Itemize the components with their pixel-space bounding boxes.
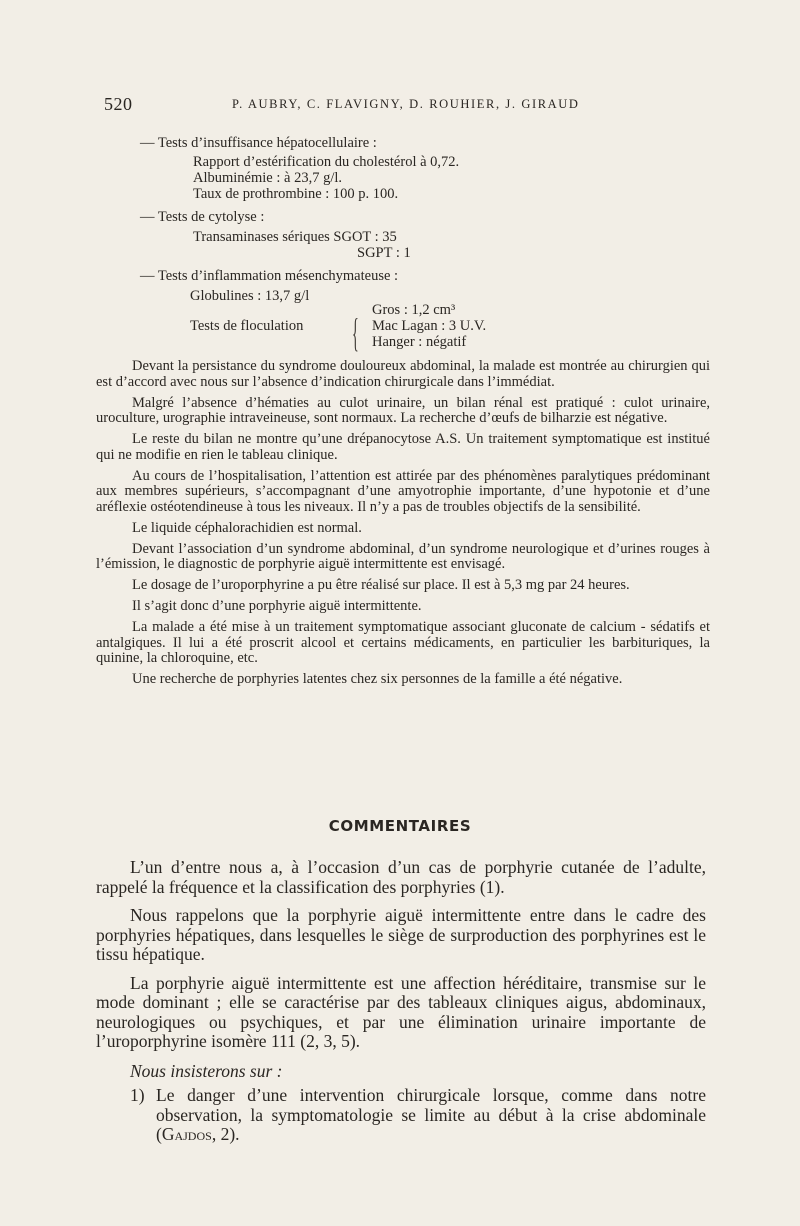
list-item-number: 1) [130, 1085, 145, 1105]
floculation-label: Tests de floculation [190, 318, 304, 334]
paragraph: Une recherche de porphyries latentes chez six personnes de la famille a été négative. [132, 671, 623, 687]
author-name: Gajdos [161, 1124, 212, 1144]
floculation-item: Mac Lagan : 3 U.V. [372, 318, 487, 334]
observation-text [96, 359, 710, 693]
paragraph: Le reste du bilan ne montre qu’une drépanocytose A.S. Un traitement symptomatique est institué qui ne modifie en rien le tableau clinique. [96, 431, 710, 463]
hepatic-item: Albuminémie : à 23,7 g/l. [193, 170, 343, 186]
running-title: P. AUBRY, C. FLAVIGNY, D. ROUHIER, J. GIRAUD [232, 97, 580, 111]
paragraph: Le dosage de l’uroporphyrine a pu être réalisé sur place. Il est à 5,3 mg par 24 heures. [132, 577, 630, 593]
paragraph: La malade a été mise à un traitement symptomatique associant gluconate de calcium - sédatifs et antalgiques. Il lui a été proscrit alcool et certains médicaments, en particulier les barbituriques, la quinine, la chloroquine, etc. [96, 619, 710, 666]
hepatic-item: Taux de prothrombine : 100 p. 100. [193, 186, 399, 202]
paragraph: Devant la persistance du syndrome douloureux abdominal, la malade est montrée au chirurgien qui est d’accord avec nous sur l’absence d’indication chirurgicale dans l’immédiat. [96, 358, 710, 390]
cytolysis-tests-list [193, 229, 411, 261]
section-heading: COMMENTAIRES [328, 817, 472, 835]
hepatic-item: Rapport d’estérification du cholestérol à 0,72. [193, 154, 460, 170]
floculation-list [372, 302, 486, 350]
paragraph: Devant l’association d’un syndrome abdominal, d’un syndrome neurologique et d’urines rouges à l’émission, le diagnostic de porphyrie aiguë intermittente est envisagé. [96, 540, 710, 572]
paragraph: Le liquide céphalorachidien est normal. [132, 519, 362, 536]
paragraph: L’un d’entre nous a, à l’occasion d’un cas de porphyrie cutanée de l’adulte, rappelé la fréquence et la classification des porphyries (1). [96, 857, 706, 897]
cytolysis-tests-title: — Tests de cytolyse : [140, 209, 265, 225]
cytolysis-item: Transaminases sériques SGOT : 35 [193, 229, 397, 245]
reference: , 2). [211, 1124, 240, 1144]
page-number: 520 [104, 94, 133, 114]
list-item-text [156, 1086, 706, 1145]
paragraph: Il s’agit donc d’une porphyrie aiguë intermittente. [132, 598, 422, 614]
floculation-item: Hanger : négatif [372, 334, 467, 350]
inflammation-tests-title: — Tests d’inflammation mésenchymateuse : [140, 268, 399, 284]
globulines-line: Globulines : 13,7 g/l [190, 288, 310, 304]
hepatic-tests-list [193, 154, 459, 202]
insist-lead: Nous insisterons sur : [130, 1061, 283, 1081]
list-item [130, 1086, 706, 1145]
hepatic-tests-title: — Tests d’insuffisance hépatocellulaire : [140, 135, 377, 151]
paragraph: Nous rappelons que la porphyrie aiguë intermittente entre dans le cadre des porphyries hépatiques, dans lesquelles le siège de surproduction des porphyrines est le tissu hépatique. [96, 905, 706, 964]
paragraph: Malgré l’absence d’hématies au culot urinaire, un bilan rénal est pratiqué : culot urinaire, uroculture, urographie intraveineuse, sont normaux. La recherche d’œufs de bilharzie est négative. [96, 394, 710, 426]
list-item-body: Le danger d’une intervention chirurgicale lorsque, comme dans notre observation, la symptomatologie se limite au début à la crise abdominale ( [156, 1085, 706, 1144]
brace-symbol: { [352, 310, 359, 355]
commentaires-text [96, 858, 706, 1061]
cytolysis-item: SGPT : 1 [357, 245, 411, 261]
paragraph: La porphyrie aiguë intermittente est une affection héréditaire, transmise sur le mode dominant ; elle se caractérise par des tableaux cliniques aigus, abdominaux, neurologiques ou psychiques, et par une élimination urinaire importante de l’uroporphyrine isomère 111 (2, 3, 5). [96, 972, 706, 1051]
floculation-item: Gros : 1,2 cm³ [372, 302, 456, 318]
paragraph: Au cours de l’hospitalisation, l’attention est attirée par des phénomènes paralytiques prédominant aux membres supérieurs, s’accompagnant d’une amyotrophie importante, d’une hypotonie et d’une aréflexie ostéotendineuse à tous les niveaux. Il n’y a pas de troubles objectifs de la sensibilité. [96, 467, 710, 515]
